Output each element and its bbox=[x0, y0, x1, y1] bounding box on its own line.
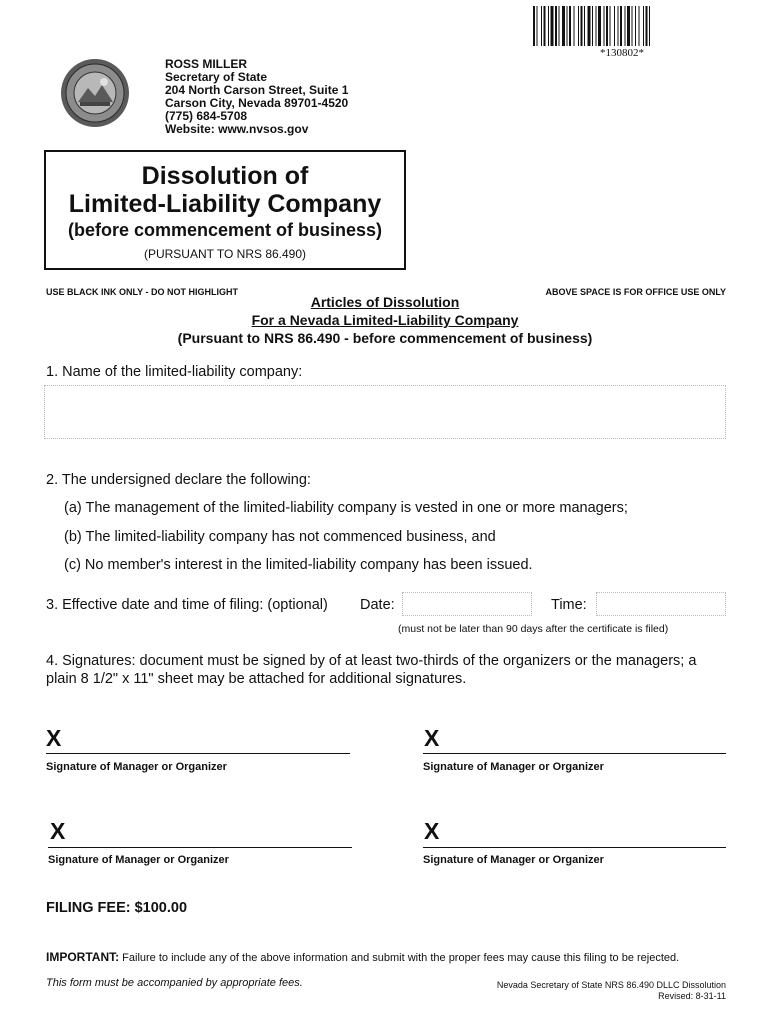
date-label: Date: bbox=[360, 597, 395, 613]
barcode-bar bbox=[551, 6, 554, 46]
time-label: Time: bbox=[551, 597, 587, 613]
barcode-bar bbox=[646, 6, 648, 46]
form-subtitle: (before commencement of business) bbox=[67, 220, 383, 240]
barcode-bar bbox=[618, 6, 619, 46]
barcode-bar bbox=[592, 6, 593, 46]
item-2a: (a) The management of the limited-liability company is vested in one or more managers; bbox=[64, 500, 628, 516]
signature-mark: X bbox=[424, 818, 440, 844]
barcode-bar bbox=[643, 6, 644, 46]
articles-subtitle: For a Nevada Limited-Liability Company bbox=[251, 312, 519, 328]
signature-label: Signature of Manager or Organizer bbox=[46, 761, 227, 773]
barcode-bar bbox=[639, 6, 640, 46]
signature-mark: X bbox=[46, 725, 62, 751]
filing-fee: FILING FEE: $100.00 bbox=[46, 900, 188, 916]
date-note: (must not be later than 90 days after the certificate is filed) bbox=[398, 623, 669, 635]
barcode-bar bbox=[596, 6, 597, 46]
office-address bbox=[165, 58, 348, 136]
barcode-bar bbox=[627, 6, 630, 46]
item-2-label: 2. The undersigned declare the following: bbox=[46, 472, 311, 488]
fees-note: This form must be accompanied by appropriate fees. bbox=[46, 977, 303, 989]
barcode-bar bbox=[574, 6, 575, 46]
signature-label: Signature of Manager or Organizer bbox=[423, 854, 604, 866]
barcode-bar bbox=[620, 6, 622, 46]
office-use-note: ABOVE SPACE IS FOR OFFICE USE ONLY bbox=[545, 287, 726, 297]
form-statute: (PURSUANT TO NRS 86.490) bbox=[143, 247, 307, 261]
important-label: IMPORTANT: bbox=[46, 950, 120, 964]
articles-header bbox=[0, 293, 770, 347]
barcode-bar bbox=[533, 6, 535, 46]
articles-statute: (Pursuant to NRS 86.490 - before commencement of business) bbox=[177, 330, 593, 346]
form-title-line-2: Limited-Liability Company bbox=[68, 190, 382, 218]
signature-line-1[interactable] bbox=[46, 752, 350, 754]
barcode-bar bbox=[559, 6, 560, 46]
signature-label: Signature of Manager or Organizer bbox=[423, 761, 604, 773]
company-name-field[interactable] bbox=[44, 385, 726, 439]
barcode-bar bbox=[610, 6, 611, 46]
barcode-bar bbox=[649, 6, 650, 46]
barcode-bar bbox=[635, 6, 636, 46]
website: Website: www.nvsos.gov bbox=[165, 122, 309, 136]
barcode-bar bbox=[584, 6, 585, 46]
barcode-bar bbox=[537, 6, 538, 46]
state-seal-icon bbox=[60, 58, 130, 128]
item-4-line-1: 4. Signatures: document must be signed by of at least two-thirds of the organizers or the managers; a bbox=[46, 653, 697, 669]
item-1-label: 1. Name of the limited-liability company: bbox=[46, 364, 303, 380]
item-4-line-2: plain 8 1/2" x 11" sheet may be attached for additional signatures. bbox=[46, 671, 467, 687]
barcode-bar bbox=[614, 6, 615, 46]
barcode-bar bbox=[548, 6, 549, 46]
barcode-bar bbox=[588, 6, 591, 46]
form-title-box bbox=[44, 150, 406, 270]
time-field[interactable] bbox=[596, 592, 726, 616]
barcode-number: *130802* bbox=[600, 47, 644, 59]
barcode-bar bbox=[562, 6, 565, 46]
barcode-bar bbox=[544, 6, 546, 46]
important-text: Failure to include any of the above information and submit with the proper fees may cause this filing to be rejected. bbox=[122, 952, 680, 964]
barcode-bar bbox=[604, 6, 605, 46]
signature-mark: X bbox=[50, 818, 66, 844]
barcode-bar bbox=[606, 6, 608, 46]
signature-line-3[interactable] bbox=[48, 846, 352, 848]
barcode-bar bbox=[567, 6, 568, 46]
barcode-bar bbox=[569, 6, 571, 46]
item-2c: (c) No member's interest in the limited-liability company has been issued. bbox=[64, 557, 533, 573]
important-note bbox=[46, 950, 679, 964]
form-footer bbox=[497, 980, 726, 1002]
barcode-bar bbox=[598, 6, 601, 46]
secretary-name: ROSS MILLER bbox=[165, 57, 248, 71]
address-line-2: Carson City, Nevada 89701-4520 bbox=[165, 96, 349, 110]
address-line-1: 204 North Carson Street, Suite 1 bbox=[165, 83, 349, 97]
barcode-bar bbox=[578, 6, 579, 46]
phone-number: (775) 684-5708 bbox=[165, 109, 248, 123]
footer-revised: Revised: 8-31-11 bbox=[658, 991, 726, 1001]
signature-line-2[interactable] bbox=[423, 752, 726, 754]
item-3-label: 3. Effective date and time of filing: (optional) bbox=[46, 597, 328, 613]
articles-title: Articles of Dissolution bbox=[310, 294, 460, 310]
barcode-bar bbox=[632, 6, 633, 46]
ink-instruction: USE BLACK INK ONLY - DO NOT HIGHLIGHT bbox=[46, 287, 239, 297]
item-2b: (b) The limited-liability company has not commenced business, and bbox=[64, 529, 496, 545]
barcode-bar bbox=[625, 6, 626, 46]
barcode-bar bbox=[541, 6, 542, 46]
barcode-bar bbox=[581, 6, 583, 46]
signature-label: Signature of Manager or Organizer bbox=[48, 854, 229, 866]
form-title-line-1: Dissolution of bbox=[141, 162, 309, 190]
secretary-title: Secretary of State bbox=[165, 70, 268, 84]
date-field[interactable] bbox=[402, 592, 532, 616]
footer-form-id: Nevada Secretary of State NRS 86.490 DLLC Dissolution bbox=[496, 980, 726, 990]
barcode-bar bbox=[555, 6, 557, 46]
barcode bbox=[533, 6, 728, 46]
signature-line-4[interactable] bbox=[423, 846, 726, 848]
signature-mark: X bbox=[424, 725, 440, 751]
